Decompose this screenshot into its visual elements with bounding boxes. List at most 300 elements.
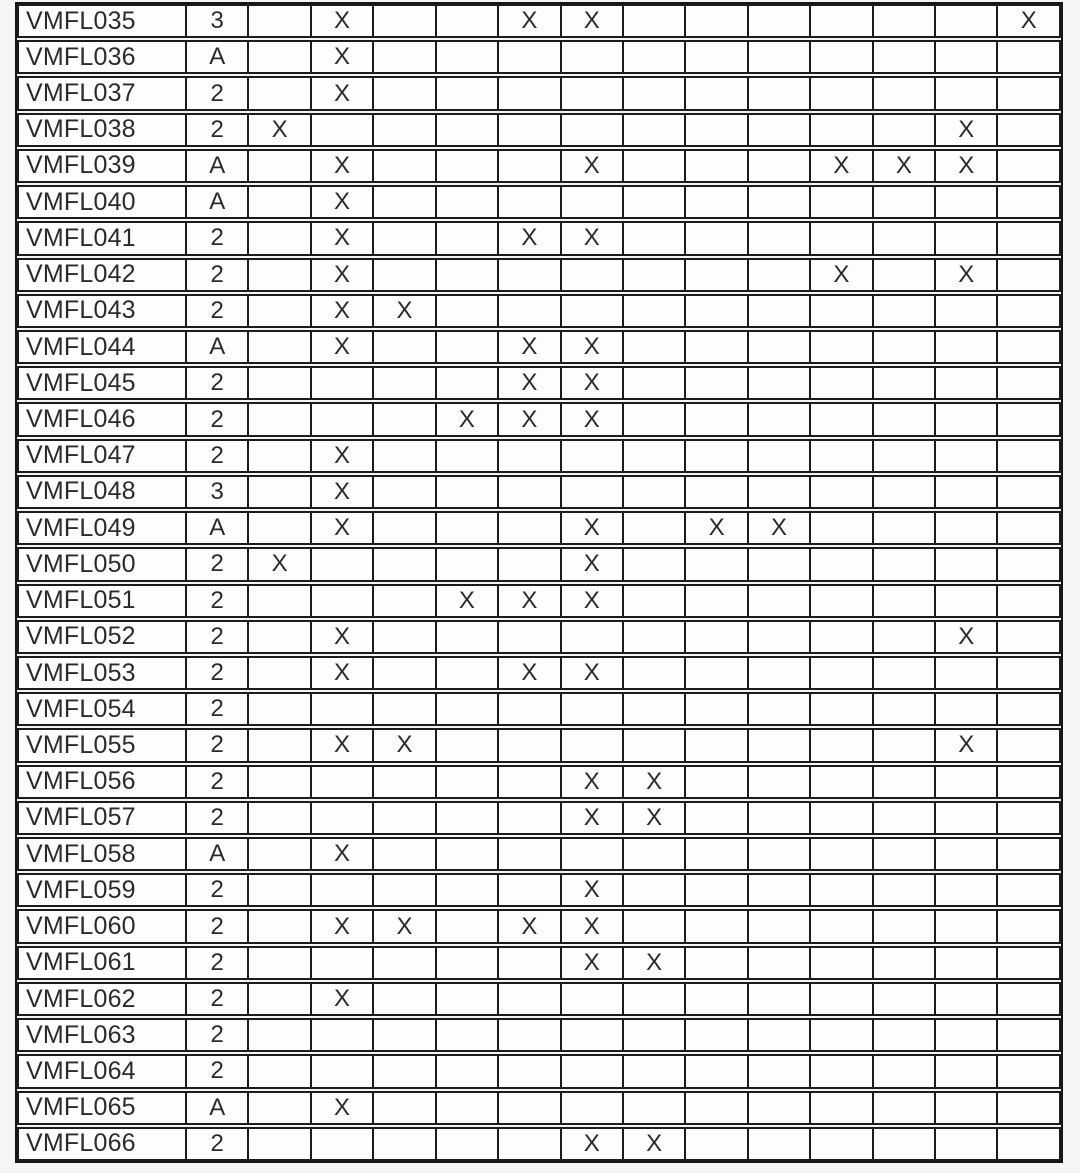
mark-cell-empty (312, 549, 374, 579)
mark-cell-empty (749, 404, 811, 434)
mark-cell-empty (312, 368, 374, 398)
mark-cell-x: X (624, 767, 686, 797)
mark-cell-empty (686, 260, 748, 290)
mark-cell-empty (874, 42, 936, 72)
mark-cell-empty (811, 875, 873, 905)
mark-cell-empty (249, 513, 311, 543)
mark-cell-empty (936, 984, 998, 1014)
mark-cell-empty (249, 404, 311, 434)
mark-cell-empty (874, 477, 936, 507)
mark-cell-x: X (562, 368, 624, 398)
mark-cell-empty (374, 513, 436, 543)
mark-cell-empty (998, 694, 1058, 724)
mark-cell-empty (312, 1056, 374, 1086)
table-row (17, 1091, 1061, 1125)
mark-cell-x: X (312, 477, 374, 507)
mark-cell-x: X (312, 441, 374, 471)
mark-cell-empty (437, 767, 499, 797)
mark-cell-empty (936, 42, 998, 72)
mark-cell-x: X (874, 151, 936, 181)
mark-cell-empty (249, 296, 311, 326)
mark-cell-empty (811, 730, 873, 760)
mark-cell-empty (249, 803, 311, 833)
mark-cell-empty (562, 730, 624, 760)
mark-cell-empty (249, 911, 311, 941)
mark-cell-empty (374, 368, 436, 398)
mark-cell-empty (499, 441, 561, 471)
table-row (17, 475, 1061, 509)
table-row (17, 1127, 1061, 1161)
mark-cell-empty (249, 151, 311, 181)
mark-cell-empty (998, 1056, 1058, 1086)
mark-cell-x: X (249, 115, 311, 145)
mark-cell-empty (437, 549, 499, 579)
mark-cell-empty (749, 477, 811, 507)
mark-cell-x: X (312, 78, 374, 108)
code-cell: 2 (187, 1129, 249, 1159)
mark-cell-empty (249, 767, 311, 797)
row-label-cell: VMFL045 (19, 368, 187, 398)
row-label-cell: VMFL061 (19, 948, 187, 978)
code-cell: 2 (187, 296, 249, 326)
mark-cell-empty (437, 911, 499, 941)
mark-cell-empty (624, 984, 686, 1014)
mark-cell-x: X (249, 549, 311, 579)
mark-cell-empty (437, 658, 499, 688)
mark-cell-empty (686, 296, 748, 326)
mark-cell-x: X (499, 404, 561, 434)
code-cell: A (187, 151, 249, 181)
mark-cell-empty (936, 948, 998, 978)
row-label-cell: VMFL042 (19, 260, 187, 290)
mark-cell-empty (686, 911, 748, 941)
mark-cell-empty (936, 586, 998, 616)
mark-cell-empty (749, 332, 811, 362)
mark-cell-x: X (499, 911, 561, 941)
code-cell: 2 (187, 115, 249, 145)
row-label-cell: VMFL040 (19, 187, 187, 217)
mark-cell-empty (874, 803, 936, 833)
mark-cell-empty (312, 694, 374, 724)
mark-cell-empty (874, 911, 936, 941)
mark-cell-empty (374, 1093, 436, 1123)
mark-cell-empty (624, 368, 686, 398)
mark-cell-empty (499, 477, 561, 507)
mark-cell-empty (811, 1056, 873, 1086)
mark-cell-empty (936, 477, 998, 507)
code-cell: 2 (187, 260, 249, 290)
mark-cell-empty (874, 260, 936, 290)
mark-cell-empty (811, 839, 873, 869)
mark-cell-empty (249, 839, 311, 869)
mark-cell-empty (437, 984, 499, 1014)
row-label-cell: VMFL053 (19, 658, 187, 688)
mark-cell-empty (374, 658, 436, 688)
mark-cell-empty (874, 767, 936, 797)
table-row (17, 728, 1061, 762)
table-row (17, 221, 1061, 255)
code-cell: 2 (187, 223, 249, 253)
mark-cell-empty (998, 839, 1058, 869)
mark-cell-empty (998, 260, 1058, 290)
mark-cell-empty (249, 1056, 311, 1086)
table-row (17, 76, 1061, 110)
table-row (17, 946, 1061, 980)
mark-cell-empty (624, 6, 686, 36)
mark-cell-empty (624, 296, 686, 326)
mark-cell-empty (686, 151, 748, 181)
mark-cell-empty (811, 78, 873, 108)
mark-cell-empty (437, 441, 499, 471)
mark-cell-empty (749, 6, 811, 36)
mark-cell-empty (562, 622, 624, 652)
mark-cell-empty (874, 332, 936, 362)
mark-cell-empty (686, 368, 748, 398)
mark-cell-empty (249, 622, 311, 652)
code-cell: 2 (187, 404, 249, 434)
mark-cell-empty (936, 658, 998, 688)
mark-cell-empty (686, 115, 748, 145)
mark-cell-empty (811, 694, 873, 724)
mark-cell-empty (562, 694, 624, 724)
code-cell: 2 (187, 694, 249, 724)
mark-cell-empty (249, 875, 311, 905)
mark-cell-empty (998, 78, 1058, 108)
mark-cell-empty (749, 260, 811, 290)
mark-cell-empty (998, 477, 1058, 507)
mark-cell-x: X (312, 6, 374, 36)
mark-cell-empty (749, 1020, 811, 1050)
mark-cell-empty (998, 115, 1058, 145)
mark-cell-empty (998, 368, 1058, 398)
mark-cell-empty (874, 1129, 936, 1159)
mark-cell-empty (499, 187, 561, 217)
mark-cell-empty (374, 875, 436, 905)
mark-cell-empty (374, 78, 436, 108)
mark-cell-empty (562, 260, 624, 290)
mark-cell-empty (374, 441, 436, 471)
mark-cell-empty (749, 223, 811, 253)
mark-cell-empty (686, 441, 748, 471)
mark-cell-empty (936, 1020, 998, 1050)
table-row (17, 366, 1061, 400)
row-label-cell: VMFL065 (19, 1093, 187, 1123)
mark-cell-empty (249, 187, 311, 217)
mark-cell-empty (998, 187, 1058, 217)
code-cell: 2 (187, 78, 249, 108)
mark-cell-empty (686, 187, 748, 217)
mark-cell-x: X (374, 730, 436, 760)
mark-cell-empty (374, 260, 436, 290)
table-row (17, 330, 1061, 364)
mark-cell-empty (874, 223, 936, 253)
mark-cell-empty (686, 767, 748, 797)
row-label-cell: VMFL038 (19, 115, 187, 145)
mark-cell-empty (686, 404, 748, 434)
mark-cell-x: X (312, 151, 374, 181)
row-label-cell: VMFL048 (19, 477, 187, 507)
table-row (17, 149, 1061, 183)
mark-cell-empty (686, 948, 748, 978)
mark-cell-x: X (562, 513, 624, 543)
table-row (17, 620, 1061, 654)
code-cell: 2 (187, 911, 249, 941)
row-label-cell: VMFL046 (19, 404, 187, 434)
table-row (17, 837, 1061, 871)
mark-cell-empty (811, 42, 873, 72)
mark-cell-empty (749, 115, 811, 145)
mark-cell-empty (686, 658, 748, 688)
mark-cell-empty (624, 1093, 686, 1123)
mark-cell-empty (562, 42, 624, 72)
code-cell: A (187, 42, 249, 72)
code-cell: 3 (187, 477, 249, 507)
mark-cell-empty (499, 42, 561, 72)
table-row (17, 113, 1061, 147)
mark-cell-empty (811, 223, 873, 253)
mark-cell-empty (686, 477, 748, 507)
mark-cell-empty (874, 368, 936, 398)
mark-cell-empty (749, 1093, 811, 1123)
mark-cell-x: X (624, 1129, 686, 1159)
mark-cell-empty (749, 586, 811, 616)
row-label-cell: VMFL054 (19, 694, 187, 724)
mark-cell-x: X (499, 586, 561, 616)
mark-cell-empty (437, 332, 499, 362)
mark-cell-empty (936, 1129, 998, 1159)
mark-cell-empty (437, 115, 499, 145)
mark-cell-empty (874, 115, 936, 145)
mark-cell-empty (437, 694, 499, 724)
mark-cell-empty (624, 187, 686, 217)
mark-cell-empty (998, 1129, 1058, 1159)
mark-cell-empty (936, 694, 998, 724)
table-row (17, 1018, 1061, 1052)
mark-cell-empty (998, 1020, 1058, 1050)
mark-cell-empty (499, 984, 561, 1014)
code-cell: 2 (187, 1020, 249, 1050)
mark-cell-empty (562, 78, 624, 108)
mark-cell-empty (936, 549, 998, 579)
mark-cell-x: X (936, 622, 998, 652)
mark-cell-empty (437, 223, 499, 253)
mark-cell-empty (686, 549, 748, 579)
mark-cell-empty (811, 984, 873, 1014)
mark-cell-empty (249, 694, 311, 724)
mark-cell-empty (562, 115, 624, 145)
mark-cell-x: X (749, 513, 811, 543)
mark-cell-empty (936, 1093, 998, 1123)
table-row (17, 402, 1061, 436)
code-cell: A (187, 839, 249, 869)
mark-cell-empty (811, 622, 873, 652)
mark-cell-x: X (437, 586, 499, 616)
mark-cell-empty (437, 1129, 499, 1159)
code-cell: A (187, 332, 249, 362)
mark-cell-empty (249, 42, 311, 72)
table-row (17, 873, 1061, 907)
row-label-cell: VMFL057 (19, 803, 187, 833)
mark-cell-empty (374, 549, 436, 579)
mark-cell-x: X (499, 368, 561, 398)
mark-cell-empty (686, 223, 748, 253)
mark-cell-x: X (499, 658, 561, 688)
mark-cell-empty (499, 1056, 561, 1086)
code-cell: 2 (187, 622, 249, 652)
mark-cell-empty (811, 1129, 873, 1159)
mark-cell-x: X (562, 404, 624, 434)
mark-cell-empty (249, 332, 311, 362)
mark-cell-empty (936, 441, 998, 471)
mark-cell-x: X (562, 658, 624, 688)
mark-cell-x: X (312, 296, 374, 326)
row-label-cell: VMFL052 (19, 622, 187, 652)
table-row (17, 982, 1061, 1016)
mark-cell-empty (686, 78, 748, 108)
mark-cell-empty (874, 622, 936, 652)
code-cell: 2 (187, 875, 249, 905)
mark-cell-empty (874, 441, 936, 471)
mark-cell-empty (624, 622, 686, 652)
mark-cell-empty (749, 694, 811, 724)
mark-cell-empty (374, 839, 436, 869)
mark-cell-empty (437, 368, 499, 398)
row-label-cell: VMFL058 (19, 839, 187, 869)
mark-cell-empty (624, 1020, 686, 1050)
row-label-cell: VMFL039 (19, 151, 187, 181)
mark-cell-empty (749, 730, 811, 760)
mark-cell-empty (499, 1093, 561, 1123)
mark-cell-empty (686, 622, 748, 652)
mark-cell-empty (437, 730, 499, 760)
mark-cell-empty (811, 513, 873, 543)
row-label-cell: VMFL050 (19, 549, 187, 579)
mark-cell-empty (499, 1020, 561, 1050)
mark-cell-empty (998, 948, 1058, 978)
mark-cell-empty (374, 6, 436, 36)
mark-cell-empty (998, 549, 1058, 579)
mark-cell-empty (936, 332, 998, 362)
mark-cell-empty (499, 296, 561, 326)
mark-cell-empty (874, 839, 936, 869)
code-cell: 2 (187, 441, 249, 471)
mark-cell-empty (998, 223, 1058, 253)
mark-cell-x: X (437, 404, 499, 434)
table-row (17, 1054, 1061, 1088)
mark-cell-empty (374, 694, 436, 724)
mark-cell-empty (811, 1093, 873, 1123)
mark-cell-empty (686, 984, 748, 1014)
mark-cell-empty (249, 78, 311, 108)
mark-cell-empty (374, 42, 436, 72)
mark-cell-empty (562, 984, 624, 1014)
mark-cell-empty (811, 368, 873, 398)
mark-cell-x: X (936, 260, 998, 290)
mark-cell-x: X (936, 115, 998, 145)
mark-cell-empty (874, 1056, 936, 1086)
mark-cell-empty (499, 694, 561, 724)
mark-cell-empty (374, 803, 436, 833)
table-row (17, 439, 1061, 473)
code-cell: 3 (187, 6, 249, 36)
mark-cell-empty (249, 984, 311, 1014)
mark-cell-empty (374, 332, 436, 362)
mark-cell-empty (874, 513, 936, 543)
mark-cell-x: X (312, 513, 374, 543)
mark-cell-empty (562, 1093, 624, 1123)
mark-cell-empty (811, 296, 873, 326)
mark-cell-empty (499, 513, 561, 543)
mark-cell-empty (749, 151, 811, 181)
mark-cell-empty (374, 404, 436, 434)
mark-cell-empty (499, 767, 561, 797)
mark-cell-empty (936, 223, 998, 253)
mark-cell-empty (874, 948, 936, 978)
mark-cell-x: X (562, 332, 624, 362)
mark-cell-empty (998, 875, 1058, 905)
table-row (17, 801, 1061, 835)
mark-cell-empty (749, 948, 811, 978)
mark-cell-empty (312, 404, 374, 434)
mark-cell-empty (312, 767, 374, 797)
mark-cell-x: X (374, 296, 436, 326)
table-row (17, 258, 1061, 292)
mark-cell-empty (249, 6, 311, 36)
mark-cell-empty (874, 549, 936, 579)
mark-cell-empty (624, 586, 686, 616)
mark-cell-empty (749, 875, 811, 905)
mark-cell-empty (811, 115, 873, 145)
row-label-cell: VMFL041 (19, 223, 187, 253)
code-cell: 2 (187, 549, 249, 579)
mark-cell-empty (374, 187, 436, 217)
table-row (17, 584, 1061, 618)
mark-cell-x: X (312, 260, 374, 290)
mark-cell-empty (998, 42, 1058, 72)
mark-cell-empty (437, 151, 499, 181)
mark-cell-empty (562, 441, 624, 471)
table-row (17, 294, 1061, 328)
mark-cell-empty (874, 1093, 936, 1123)
mark-cell-empty (686, 730, 748, 760)
mark-cell-x: X (562, 875, 624, 905)
mark-cell-empty (249, 1129, 311, 1159)
mark-cell-empty (998, 441, 1058, 471)
mark-cell-empty (686, 586, 748, 616)
row-label-cell: VMFL049 (19, 513, 187, 543)
mark-cell-x: X (312, 332, 374, 362)
mark-cell-empty (374, 1056, 436, 1086)
code-cell: 2 (187, 658, 249, 688)
mark-cell-empty (686, 1020, 748, 1050)
row-label-cell: VMFL037 (19, 78, 187, 108)
code-cell: A (187, 1093, 249, 1123)
table-row (17, 4, 1061, 38)
code-cell: 2 (187, 586, 249, 616)
mark-cell-empty (624, 513, 686, 543)
mark-cell-empty (437, 1020, 499, 1050)
mark-cell-empty (936, 6, 998, 36)
mark-cell-empty (686, 803, 748, 833)
mark-cell-empty (811, 477, 873, 507)
mark-cell-empty (749, 803, 811, 833)
mark-cell-empty (437, 6, 499, 36)
mark-cell-empty (811, 6, 873, 36)
mark-cell-x: X (499, 223, 561, 253)
mark-cell-empty (374, 622, 436, 652)
mark-cell-empty (874, 694, 936, 724)
mark-cell-x: X (562, 948, 624, 978)
